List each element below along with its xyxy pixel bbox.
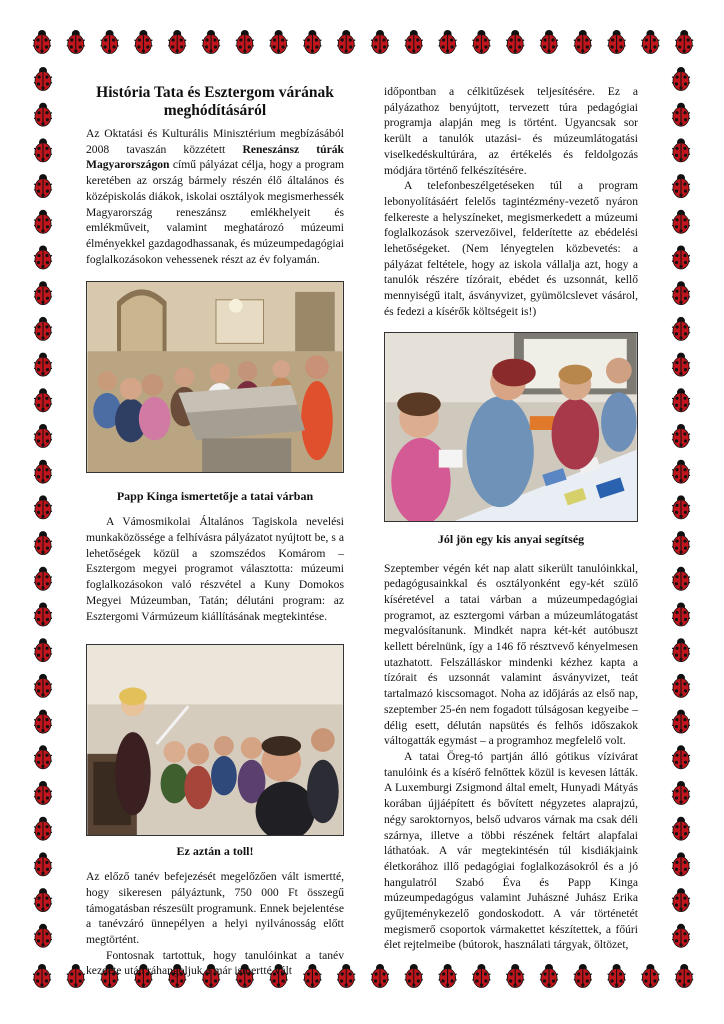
ladybug-icon	[34, 103, 52, 127]
ladybug-icon	[33, 30, 51, 54]
ladybug-icon	[303, 30, 321, 54]
ladybug-icon	[371, 964, 389, 988]
ladybug-icon	[371, 30, 389, 54]
ladybug-icon	[672, 317, 690, 341]
ladybug-icon	[270, 30, 288, 54]
ladybug-icon	[34, 745, 52, 769]
article-title: História Tata és Esztergom várának meghódításáról	[96, 84, 334, 119]
ladybug-icon	[540, 30, 558, 54]
right-paragraph-2: A telefonbeszélgetéseken túl a program lebonyolításáért felelős tagintézmény-vezető nyáron felkereste a helyszíneket, megismerkedett a múzeumi foglalkozások szervezőivel, felderítette az ebédelési lehetőségeket. (Nem lényegtelen közbevetés: a pályázat feltétele, hogy az iskola vállalja azt, hogy a tanulók részére tízórait, ebédet és uzsonnát, kellő mennyiségű italt, ásványvizet, gyümölcslevet vásárol, és fedezi a kísérők költségeit is!)	[384, 179, 638, 318]
left-paragraph-3: Az előző tanév befejezését megelőzően vált ismertté, hogy sikeresen pályáztunk, 750 000 Ft összegű támogatásban részesült programunk. Ennek bejelentése a tanévzáró ünnepélyen a helyi nyilvánosság előtt megtörtént.	[86, 870, 344, 947]
photo-caption-2: Jól jön egy kis anyai segítség	[437, 531, 585, 546]
ladybug-icon	[672, 460, 690, 484]
ladybug-icon	[439, 30, 457, 54]
ladybug-icon	[608, 30, 626, 54]
ladybug-icon	[540, 964, 558, 988]
ladybug-icon	[672, 281, 690, 305]
ladybug-icon	[672, 781, 690, 805]
ladybug-icon	[574, 964, 592, 988]
ladybug-icon	[34, 888, 52, 912]
ladybug-icon	[67, 964, 85, 988]
ladybug-icon	[101, 30, 119, 54]
ladybug-icon	[34, 246, 52, 270]
ladybug-icon	[34, 781, 52, 805]
ladybug-icon	[439, 964, 457, 988]
ladybug-icon	[472, 30, 490, 54]
ladybug-icon	[672, 174, 690, 198]
left-paragraph-2: A Vámosmikolai Általános Tagiskola nevelési munkaközössége a felhívásra pályázatot nyújtott be, s a lehetőségek közül a szomszédos Komárom – Esztergom megyei programot választotta: múzeumi foglalkozásokon való részvétel a Kuny Domokos Megyei Múzeumban, Tatán; délutáni program: az Esztergomi Vármúzeum kiállításának megtekintése.	[86, 515, 344, 623]
photo-mother-helping	[384, 332, 638, 522]
ladybug-icon	[672, 138, 690, 162]
ladybug-icon	[672, 67, 690, 91]
ladybug-icon	[34, 567, 52, 591]
right-column	[384, 84, 638, 953]
ladybug-icon	[405, 30, 423, 54]
ladybug-icon	[33, 964, 51, 988]
ladybug-border-left	[28, 62, 58, 958]
ladybug-icon	[34, 674, 52, 698]
ladybug-icon	[608, 964, 626, 988]
photo-children-with-quill	[86, 644, 344, 836]
right-paragraph-1: időpontban a célkitűzések teljesítésére. Ez a pályázathoz benyújtott, tervezett túra pedagógiai programja alapján meg is történt. Ugyancsak sor került a tanulók utazási- és múzeumlátogatási viselkedéskultúrára, az értékelés és feldolgozás módjára történő felkészítésére.	[384, 85, 638, 177]
ladybug-icon	[672, 531, 690, 555]
ladybug-icon	[672, 388, 690, 412]
ladybug-icon	[34, 138, 52, 162]
ladybug-icon	[672, 852, 690, 876]
ladybug-icon	[672, 103, 690, 127]
ladybug-icon	[672, 567, 690, 591]
program-title: Reneszánsz túrák Magyarországon	[86, 142, 344, 172]
ladybug-icon	[134, 30, 152, 54]
ladybug-icon	[672, 246, 690, 270]
photo-tata-castle-exhibit	[86, 281, 344, 473]
ladybug-border-right	[666, 62, 696, 958]
right-paragraph-3: Szeptember végén két nap alatt sikerült tanulóinkkal, pedagógusainkkal és osztályonként egy-két szülő kíséretével a tatai várban a múzeumpedagógiai programot, az esztergomi várban a múzeumlátogatást megvalósítanunk. Mindkét napra két-két autóbuszt kellett bérelnünk, így a 146 fő résztvevő kényelmesen utazhatott. Felszálláskor mindenki kézhez kapta a tízórait és uzsonnát valamint ásványvizet, teát tartalmazó kiscsomagot. Noha az időjárás az első nap, szeptember 25-én nem fogadott túlságosan kegyeibe – délig esett, délután napsütés és felhős időszakok váltogatták egymást – a programhoz megfelelő volt.	[384, 561, 638, 748]
ladybug-icon	[34, 852, 52, 876]
photo-caption-1: Papp Kinga ismertetője a tatai várban	[116, 489, 314, 504]
ladybug-icon	[236, 30, 254, 54]
photo-caption-3: Ez aztán a toll!	[176, 844, 254, 859]
right-paragraph-4: A tatai Öreg-tó partján álló gótikus vízivárat tanulóink és a kísérő felnőttek közül is kevesen látták. A Luxemburgi Zsigmond által emelt, Hunyadi Mátyás korában újjáépített és bővített négyzetes alaprajzú, négy saroktornyos, belső udvaros várnak ma csak déli szárnya, illetve a többi részének feltárt alapfalai láthatóak. A vár megtekintésén túl kisdiákjaink életkorához illő pedagógiai foglalkozásokról és a jó hangulatról Szabó Éva és Papp Kinga múzeumpedagógus valamint Juhászné Juhász Erika gyűjteménykezelő gondoskodott. A vár történetét megismerő csoportok vármakettet készítettek, a főúri élet rejtelmeibe (bútorok, használati tárgyak, öltözet,	[384, 749, 638, 952]
ladybug-icon	[34, 603, 52, 627]
left-column	[86, 84, 344, 979]
ladybug-icon	[672, 424, 690, 448]
ladybug-icon	[506, 30, 524, 54]
ladybug-icon	[34, 67, 52, 91]
ladybug-icon	[672, 210, 690, 234]
ladybug-icon	[168, 30, 186, 54]
ladybug-icon	[34, 710, 52, 734]
ladybug-icon	[672, 817, 690, 841]
ladybug-icon	[672, 603, 690, 627]
ladybug-icon	[337, 30, 355, 54]
left-paragraph-4: Fontosnak tartottuk, hogy tanulóinkat a tanév kezdete után ráhangoljuk a már ismertté vált	[86, 948, 344, 978]
ladybug-icon	[672, 674, 690, 698]
ladybug-icon	[34, 388, 52, 412]
intro-paragraph: Az Oktatási és Kulturális Minisztérium megbízásából 2008 tavaszán közzétett Reneszánsz túrák Magyarországon című pályázat célja, hogy a program keretében az ország bármely részén élő általános és középiskolás diákok, iskolai osztályok megismerhessék Magyarország reneszánsz emlékhelyeit és emlékműveit, valamint meghatározó múzeumi élményekkel gazdagodhassanak, és múzeumpedagógiai foglalkozásokon vehessenek részt az év folyamán.	[86, 127, 344, 266]
ladybug-icon	[34, 317, 52, 341]
ladybug-icon	[672, 353, 690, 377]
ladybug-icon	[67, 30, 85, 54]
ladybug-icon	[472, 964, 490, 988]
ladybug-icon	[672, 710, 690, 734]
ladybug-icon	[672, 888, 690, 912]
ladybug-icon	[574, 30, 592, 54]
ladybug-icon	[675, 30, 693, 54]
ladybug-icon	[641, 964, 659, 988]
ladybug-icon	[672, 745, 690, 769]
ladybug-icon	[34, 924, 52, 948]
ladybug-icon	[405, 964, 423, 988]
ladybug-icon	[34, 531, 52, 555]
ladybug-icon	[34, 495, 52, 519]
ladybug-icon	[34, 210, 52, 234]
ladybug-icon	[34, 460, 52, 484]
ladybug-icon	[202, 30, 220, 54]
ladybug-icon	[34, 281, 52, 305]
ladybug-icon	[672, 495, 690, 519]
ladybug-icon	[506, 964, 524, 988]
ladybug-icon	[34, 353, 52, 377]
ladybug-icon	[672, 638, 690, 662]
ladybug-icon	[34, 638, 52, 662]
ladybug-icon	[641, 30, 659, 54]
ladybug-icon	[672, 924, 690, 948]
ladybug-icon	[34, 174, 52, 198]
ladybug-icon	[34, 424, 52, 448]
ladybug-icon	[675, 964, 693, 988]
ladybug-border-top	[20, 28, 704, 58]
ladybug-icon	[34, 817, 52, 841]
